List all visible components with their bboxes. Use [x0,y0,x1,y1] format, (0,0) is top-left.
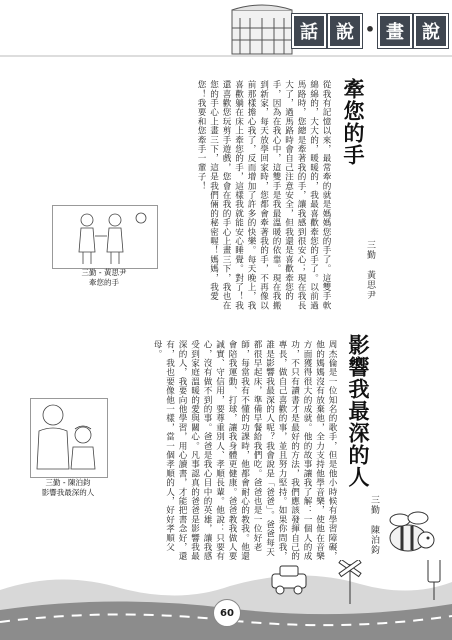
mother-child-drawing [53,206,157,268]
building-illustration [232,5,292,54]
article2-author: 三勤 陳泊鈞 [369,495,379,555]
title-char: 畫 [378,14,412,48]
caption-author: 三勤 - 陳泊鈞 [45,478,91,487]
article2-title: 影響我最深的人 [346,334,370,488]
caption-title: 影響我最深的人 [41,488,95,497]
article1-drawing [52,205,158,269]
article1-caption [52,268,156,288]
article1-author: 三勤 黃思尹 [365,240,375,300]
title-char: 話 [292,14,326,48]
bee-mascot-illustration [372,498,442,568]
title-char: 說 [328,14,362,48]
caption-title: 牽您的手 [89,278,119,287]
section-title [292,14,448,48]
article2-drawing [30,398,108,478]
father-child-drawing [31,399,107,477]
article2-body: 周杰倫是一位知名的歌手，但是他小時候有學習障礙，他的媽媽沒有放棄他，全力支持他學音樂，使他在音樂方面獲得很大的成就。他的故事讓我了解：一個人的成功，不只有讀書才是最好的方法，我們應該發揮自己的專長，做自己喜歡的事，並且努力堅持。如果你問我，誰是影響我最深的人呢？我會說是「爸爸」。爸爸每天都很早起床，準備早餐給我們吃。爸爸也是一位好老師，每當我有不懂的功課時，他都會耐心的教我。他還會陪我運動、打球，讓我身體更健康。爸爸教我做人要誠實、守信用，要尊重別人、孝順長輩。他說：只要有心，沒有做不到的事。爸爸是我心目中的英雄，讓我感受到家庭溫暖的愛與關心。凡事認真的爸爸是影響我最深的人，我要向他學習，用心讀書，才能把書念好，還有，我也要像他一樣，當一個孝順的人，好好孝順父母。 [152,340,337,561]
article2-caption [30,478,106,498]
page-number: 60 [213,599,241,627]
article1-title: 牽您的手 [341,78,365,166]
title-char: 說 [414,14,448,48]
title-separator: • [364,19,376,39]
caption-author: 三勤 - 黃思尹 [81,268,127,277]
article1-body: 從我有記憶以來，最常牽的就是媽媽您的手了。這雙手軟綿綿的，大大的，暖暖的，我最喜歡牽您的手了。以前過馬路時，您總是牽著我的手，讓我感到很安心；現在我長大了，過馬路時會自己注意安全，但我還是喜歡牽您的手，因為在我心中，這雙手是我最溫暖的依靠。現在我搬到新家，每天放學回家時，您都會牽著我的手，不再像以前那樣擔心我了，反而增加了許多的快樂。每天晚上，我喜歡躺在床上牽您的手，這樣我就能安心睡覺。對了！我還喜歡您玩剪手遊戲，您會在我的手心上畫三下，我也在您的手心上畫三下，這是我們倆的秘密喔！媽媽，我愛您！我要和您牽手一輩子！ [196,80,331,310]
